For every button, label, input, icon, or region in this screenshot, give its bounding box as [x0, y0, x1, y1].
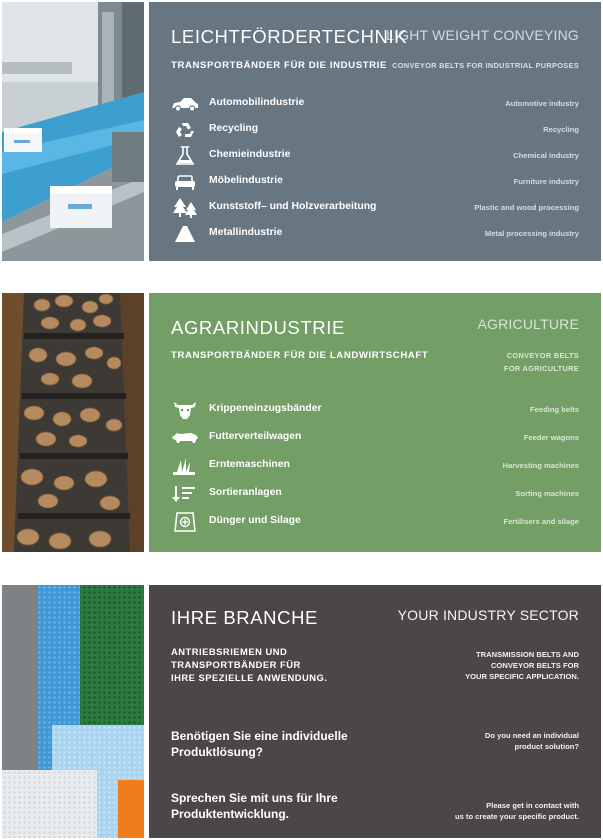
question-de: Benötigen Sie eine individuelle Produktlösung? [171, 729, 348, 759]
list-item-label-de: Chemieindustrie [209, 149, 291, 160]
car-icon [171, 94, 199, 114]
list-item-label-en: Chemical industry [513, 151, 579, 160]
list-item [171, 428, 579, 448]
list-item-label-de: Recycling [209, 123, 259, 134]
section-title-de: LEICHTFÖRDERTECHNIK [171, 26, 408, 47]
list-item-label-de: Metallindustrie [209, 227, 283, 238]
contact-en: Please get in contact with us to create your specific product. [454, 801, 579, 821]
question-en: Do you need an individual product solution? [484, 731, 579, 751]
contact-de: Sprechen Sie mit uns für Ihre Produktentwicklung. [171, 791, 338, 821]
section-title-de: AGRARINDUSTRIE [171, 317, 345, 338]
list-item-label-en: Recycling [543, 125, 579, 134]
panel-light-weight-conveying [149, 2, 601, 261]
fertiliser-bag-icon [171, 512, 199, 532]
list-item-label-de: Sortieranlagen [209, 487, 282, 498]
trees-icon [171, 198, 199, 218]
list-item-label-de: Krippeneinzugsbänder [209, 403, 322, 414]
panel-your-industry-sector [149, 585, 601, 838]
list-item-label-de: Möbelindustrie [209, 175, 283, 186]
panel-agriculture [149, 293, 601, 552]
list-item [171, 198, 579, 218]
cow-icon [171, 400, 199, 420]
description-de: ANTRIEBSRIEMEN UND TRANSPORTBÄNDER FÜR IHRE SPEZIELLE ANWENDUNG. [171, 646, 328, 683]
list-item-label-en: Harvesting machines [502, 461, 579, 470]
list-item-label-en: Automotive industry [505, 99, 579, 108]
list-item-label-en: Fertilisers and silage [503, 517, 579, 526]
list-item-label-en: Sorting machines [515, 489, 579, 498]
list-item [171, 94, 579, 114]
list-item [171, 512, 579, 532]
section-light-weight-conveying [0, 2, 603, 261]
section-title-en: LIGHT WEIGHT CONVEYING [386, 27, 579, 43]
sofa-icon [171, 172, 199, 192]
list-item-label-en: Plastic and wood processing [474, 203, 579, 212]
pig-icon [171, 428, 199, 448]
sorting-icon [171, 484, 199, 504]
list-item-label-de: Dünger und Silage [209, 515, 301, 526]
conveyor-photo [2, 2, 144, 261]
section-subtitle-de: TRANSPORTBÄNDER FÜR DIE LANDWIRTSCHAFT [171, 350, 429, 361]
section-subtitle-en: CONVEYOR BELTS FOR INDUSTRIAL PURPOSES [392, 61, 579, 70]
section-subtitle-en: CONVEYOR BELTS FOR AGRICULTURE [503, 351, 579, 373]
description-en: TRANSMISSION BELTS AND CONVEYOR BELTS FOR YOUR SPECIFIC APPLICATION. [465, 650, 579, 681]
list-item-label-en: Feeder wagons [523, 433, 579, 442]
crop-icon [171, 456, 199, 476]
section-subtitle-de: TRANSPORTBÄNDER FÜR DIE INDUSTRIE [171, 60, 387, 71]
section-title-en: YOUR INDUSTRY SECTOR [397, 607, 579, 623]
metal-pile-icon [171, 224, 199, 244]
list-item [171, 172, 579, 192]
list-item-label-en: Furniture industry [513, 177, 579, 186]
section-your-industry-sector [0, 585, 603, 838]
list-item [171, 456, 579, 476]
section-agriculture [0, 293, 603, 552]
list-item [171, 120, 579, 140]
list-item-label-de: Kunststoff– und Holzverarbeitung [209, 201, 377, 212]
list-item [171, 224, 579, 244]
section-title-de: IHRE BRANCHE [171, 607, 318, 628]
list-item [171, 484, 579, 504]
potato-conveyor-photo [2, 293, 144, 552]
list-item [171, 146, 579, 166]
list-item [171, 400, 579, 420]
recycling-icon [171, 120, 199, 140]
list-item-label-de: Futterverteilwagen [209, 431, 302, 442]
list-item-label-en: Feeding belts [530, 405, 579, 414]
flask-icon [171, 146, 199, 166]
section-title-en: AGRICULTURE [477, 316, 579, 332]
list-item-label-de: Erntemaschinen [209, 459, 290, 470]
belt-samples-photo [2, 585, 144, 838]
list-item-label-de: Automobilindustrie [209, 97, 305, 108]
list-item-label-en: Metal processing industry [484, 229, 579, 238]
